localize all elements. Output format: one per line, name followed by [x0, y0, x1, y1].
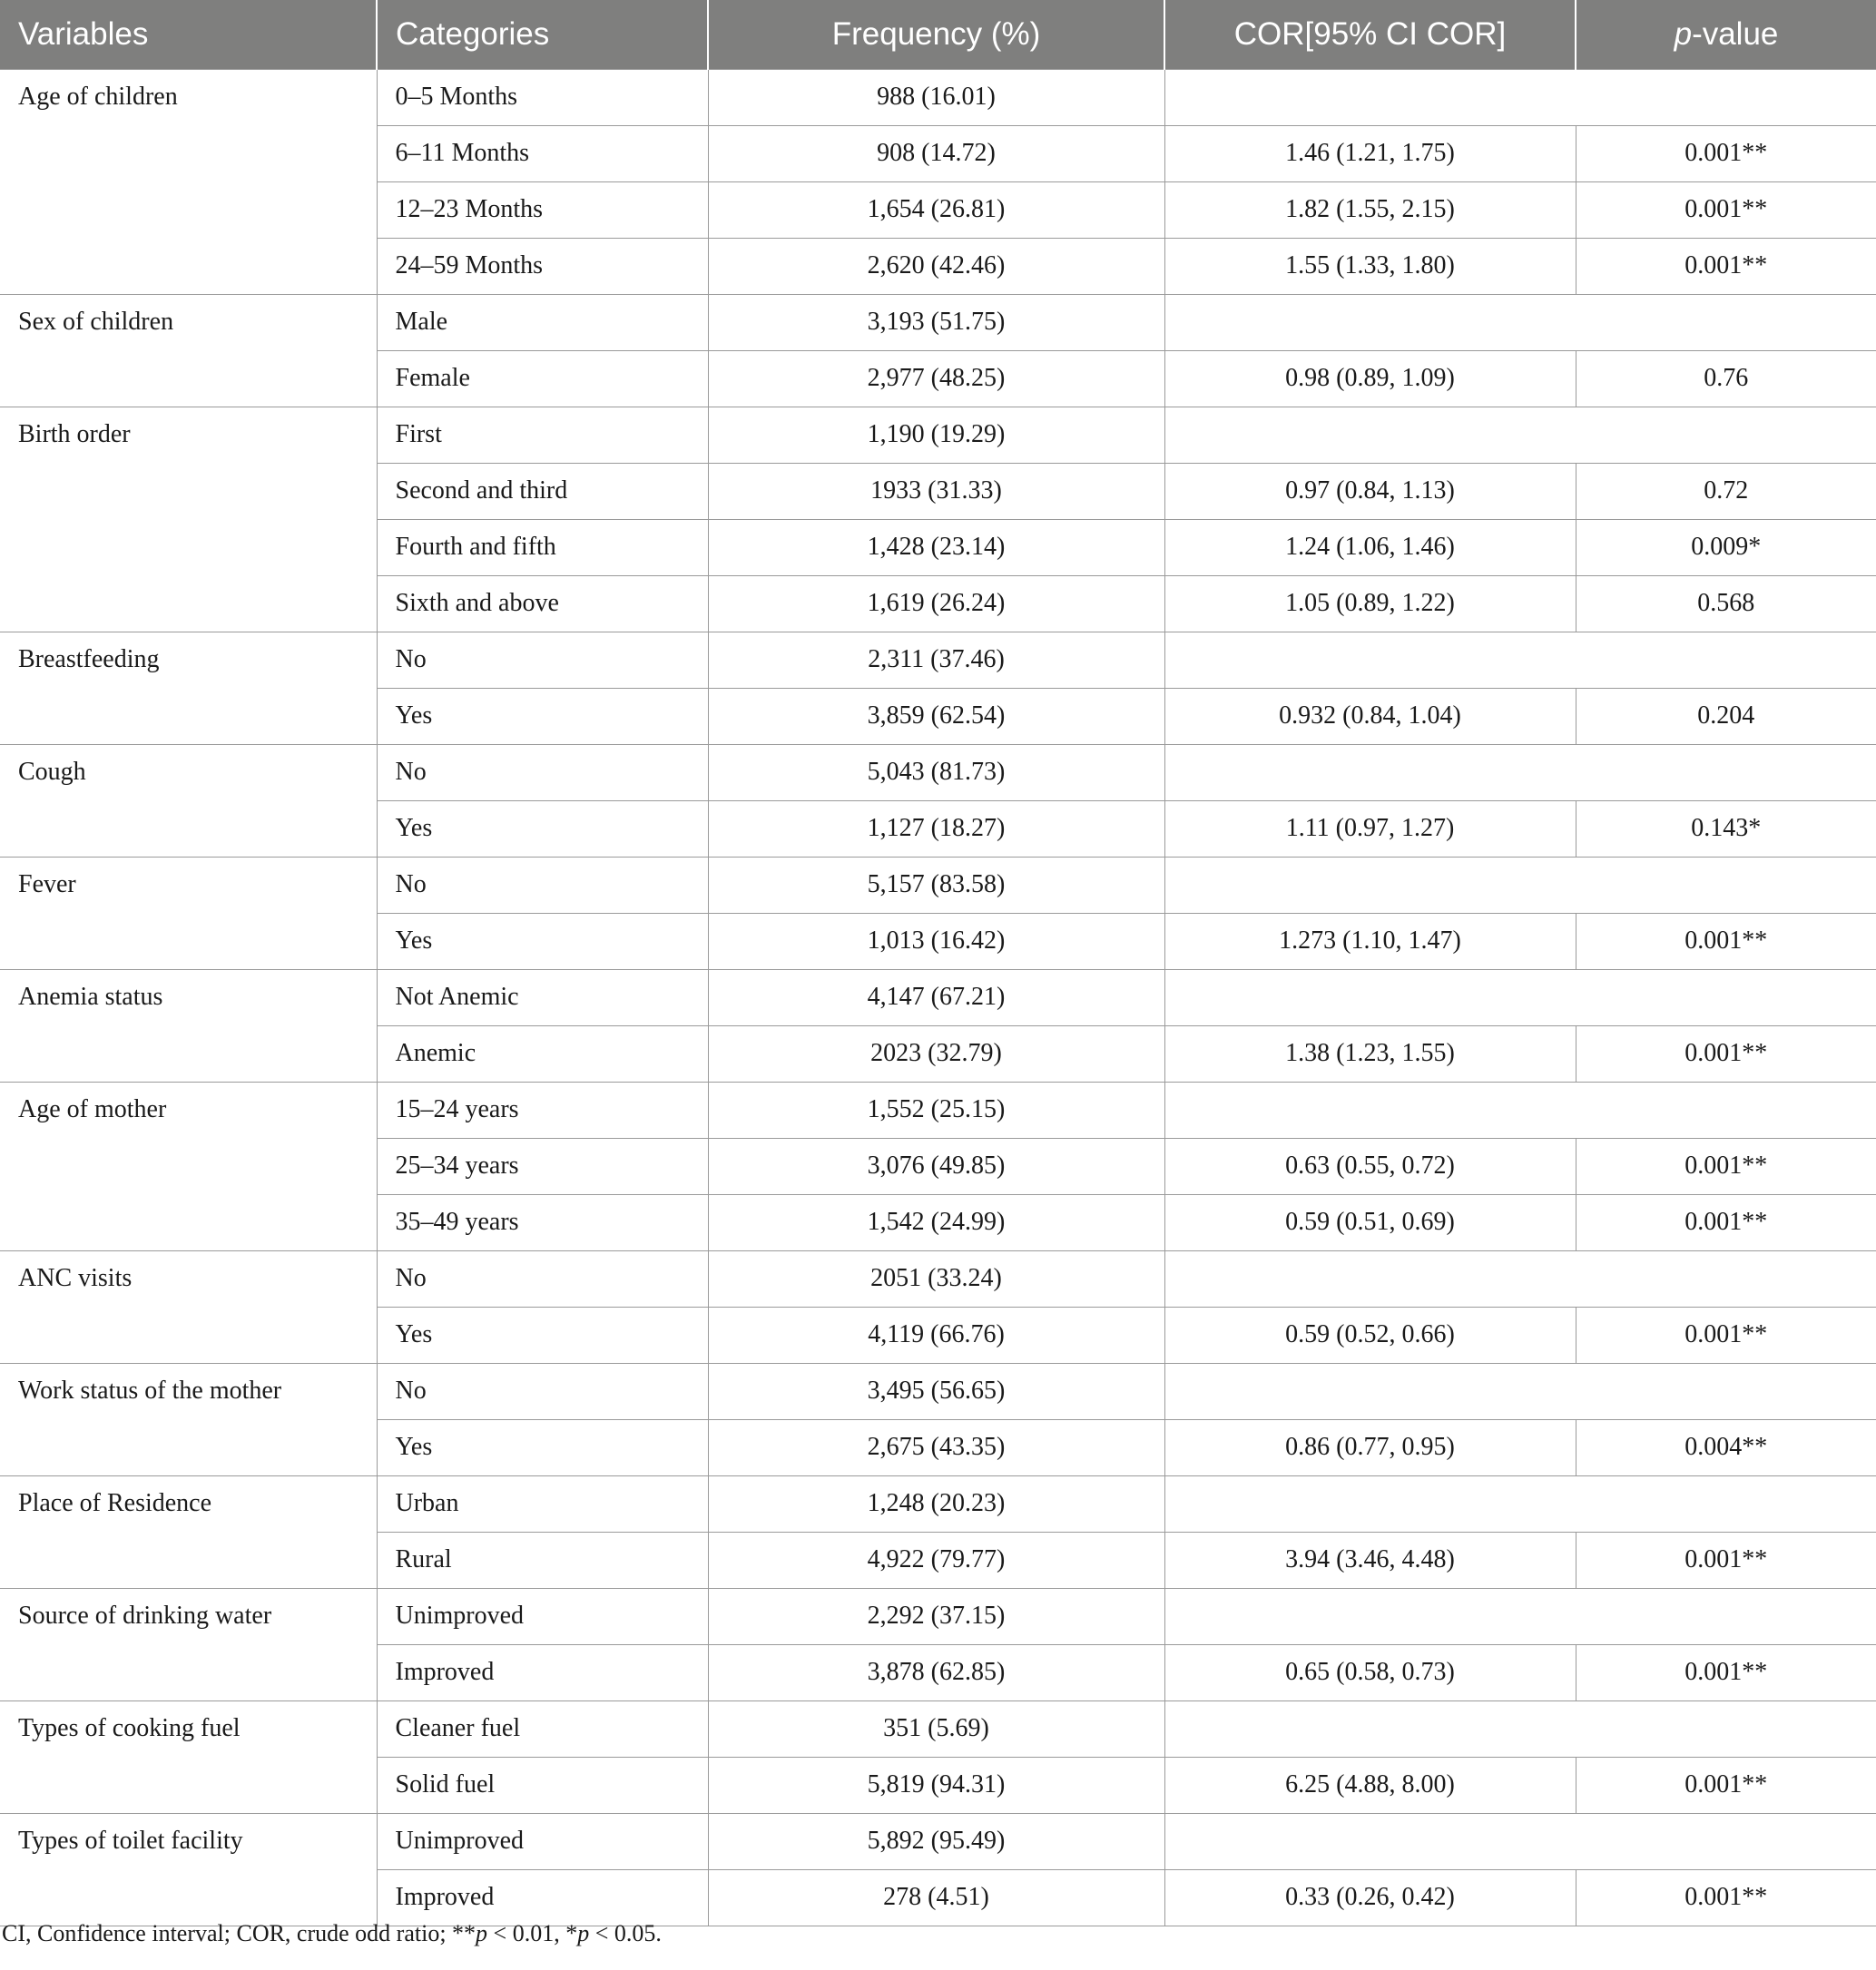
category-cell: Yes [377, 1307, 708, 1363]
p-value-cell: 0.001** [1576, 1869, 1876, 1926]
frequency-cell: 1,190 (19.29) [708, 407, 1164, 463]
variable-cell: Source of drinking water [0, 1588, 377, 1700]
cor-cell: 0.932 (0.84, 1.04) [1164, 688, 1576, 744]
frequency-cell: 5,892 (95.49) [708, 1813, 1164, 1869]
reference-blank-cell [1164, 632, 1876, 688]
table-row [0, 857, 1876, 913]
cor-cell: 0.33 (0.26, 0.42) [1164, 1869, 1576, 1926]
category-cell: No [377, 1363, 708, 1419]
p-value-cell: 0.204 [1576, 688, 1876, 744]
category-cell: Not Anemic [377, 969, 708, 1025]
category-cell: 35–49 years [377, 1194, 708, 1250]
frequency-cell: 1,654 (26.81) [708, 181, 1164, 238]
frequency-cell: 2,292 (37.15) [708, 1588, 1164, 1644]
reference-blank-cell [1164, 1588, 1876, 1644]
frequency-cell: 2,620 (42.46) [708, 238, 1164, 294]
footnote-part2: < 0.01, * [487, 1920, 578, 1946]
variable-cell: Cough [0, 744, 377, 857]
cor-cell: 0.65 (0.58, 0.73) [1164, 1644, 1576, 1700]
category-cell: 12–23 Months [377, 181, 708, 238]
frequency-cell: 1,542 (24.99) [708, 1194, 1164, 1250]
frequency-cell: 4,119 (66.76) [708, 1307, 1164, 1363]
cor-cell: 0.63 (0.55, 0.72) [1164, 1138, 1576, 1194]
cor-cell: 1.38 (1.23, 1.55) [1164, 1025, 1576, 1082]
reference-blank-cell [1164, 969, 1876, 1025]
variable-cell: Age of mother [0, 1082, 377, 1250]
category-cell: Improved [377, 1644, 708, 1700]
category-cell: Solid fuel [377, 1757, 708, 1813]
variable-cell: ANC visits [0, 1250, 377, 1363]
footnote-part3: < 0.05. [589, 1920, 662, 1946]
p-value-cell: 0.001** [1576, 1307, 1876, 1363]
table-row [0, 1475, 1876, 1532]
frequency-cell: 4,922 (79.77) [708, 1532, 1164, 1588]
p-value-cell: 0.76 [1576, 350, 1876, 407]
category-cell: Unimproved [377, 1813, 708, 1869]
footnote-p1: p [476, 1920, 488, 1946]
cor-cell: 0.86 (0.77, 0.95) [1164, 1419, 1576, 1475]
p-value-cell: 0.001** [1576, 1194, 1876, 1250]
reference-blank-cell [1164, 1363, 1876, 1419]
category-cell: Yes [377, 1419, 708, 1475]
header-p-rest: -value [1692, 15, 1779, 52]
variable-cell: Types of toilet facility [0, 1813, 377, 1926]
cor-cell: 3.94 (3.46, 4.48) [1164, 1532, 1576, 1588]
header-row [0, 0, 1876, 69]
p-value-cell: 0.001** [1576, 125, 1876, 181]
frequency-cell: 1,428 (23.14) [708, 519, 1164, 575]
frequency-cell: 1,013 (16.42) [708, 913, 1164, 969]
category-cell: 25–34 years [377, 1138, 708, 1194]
table-row [0, 69, 1876, 125]
p-value-cell: 0.009* [1576, 519, 1876, 575]
frequency-cell: 2,977 (48.25) [708, 350, 1164, 407]
frequency-cell: 908 (14.72) [708, 125, 1164, 181]
frequency-cell: 4,147 (67.21) [708, 969, 1164, 1025]
variable-cell: Sex of children [0, 294, 377, 407]
reference-blank-cell [1164, 1813, 1876, 1869]
table-row [0, 1363, 1876, 1419]
p-value-cell: 0.001** [1576, 1025, 1876, 1082]
cor-cell: 1.11 (0.97, 1.27) [1164, 800, 1576, 857]
frequency-cell: 5,043 (81.73) [708, 744, 1164, 800]
p-value-cell: 0.001** [1576, 913, 1876, 969]
category-cell: Yes [377, 800, 708, 857]
table-row [0, 1588, 1876, 1644]
cor-cell: 1.273 (1.10, 1.47) [1164, 913, 1576, 969]
p-value-cell: 0.001** [1576, 181, 1876, 238]
p-value-cell: 0.72 [1576, 463, 1876, 519]
cor-cell: 1.55 (1.33, 1.80) [1164, 238, 1576, 294]
header-variables: Variables [0, 0, 377, 69]
p-value-cell: 0.001** [1576, 1644, 1876, 1700]
reference-blank-cell [1164, 1082, 1876, 1138]
category-cell: First [377, 407, 708, 463]
category-cell: No [377, 857, 708, 913]
reference-blank-cell [1164, 1250, 1876, 1307]
category-cell: Sixth and above [377, 575, 708, 632]
p-value-cell: 0.001** [1576, 1757, 1876, 1813]
variable-cell: Fever [0, 857, 377, 969]
table-header [0, 0, 1876, 69]
table-row [0, 744, 1876, 800]
variable-cell: Types of cooking fuel [0, 1700, 377, 1813]
cor-cell: 1.46 (1.21, 1.75) [1164, 125, 1576, 181]
table-row [0, 1700, 1876, 1757]
reference-blank-cell [1164, 294, 1876, 350]
table-row [0, 1813, 1876, 1869]
category-cell: 0–5 Months [377, 69, 708, 125]
category-cell: Second and third [377, 463, 708, 519]
reference-blank-cell [1164, 69, 1876, 125]
frequency-cell: 278 (4.51) [708, 1869, 1164, 1926]
category-cell: No [377, 744, 708, 800]
category-cell: No [377, 1250, 708, 1307]
p-value-cell: 0.004** [1576, 1419, 1876, 1475]
frequency-cell: 1,619 (26.24) [708, 575, 1164, 632]
frequency-cell: 3,878 (62.85) [708, 1644, 1164, 1700]
reference-blank-cell [1164, 857, 1876, 913]
frequency-cell: 3,859 (62.54) [708, 688, 1164, 744]
p-value-cell: 0.143* [1576, 800, 1876, 857]
variable-cell: Birth order [0, 407, 377, 632]
frequency-cell: 2,675 (43.35) [708, 1419, 1164, 1475]
footnote-p2: p [577, 1920, 590, 1946]
category-cell: Yes [377, 688, 708, 744]
header-cor: COR[95% CI COR] [1164, 0, 1576, 69]
p-value-cell: 0.001** [1576, 1138, 1876, 1194]
category-cell: Urban [377, 1475, 708, 1532]
frequency-cell: 5,819 (94.31) [708, 1757, 1164, 1813]
footnote-part1: CI, Confidence interval; COR, crude odd ratio; ** [2, 1920, 476, 1946]
variable-cell: Age of children [0, 69, 377, 294]
frequency-cell: 1933 (31.33) [708, 463, 1164, 519]
p-value-cell: 0.568 [1576, 575, 1876, 632]
table-row [0, 1250, 1876, 1307]
category-cell: Fourth and fifth [377, 519, 708, 575]
cor-cell: 0.98 (0.89, 1.09) [1164, 350, 1576, 407]
reference-blank-cell [1164, 1700, 1876, 1757]
cor-cell: 1.24 (1.06, 1.46) [1164, 519, 1576, 575]
p-value-cell: 0.001** [1576, 238, 1876, 294]
frequency-cell: 2,311 (37.46) [708, 632, 1164, 688]
category-cell: Male [377, 294, 708, 350]
frequency-cell: 3,495 (56.65) [708, 1363, 1164, 1419]
cor-cell: 1.82 (1.55, 2.15) [1164, 181, 1576, 238]
header-p-italic: p [1674, 15, 1693, 52]
category-cell: Female [377, 350, 708, 407]
frequency-cell: 3,193 (51.75) [708, 294, 1164, 350]
table-row [0, 407, 1876, 463]
cor-cell: 1.05 (0.89, 1.22) [1164, 575, 1576, 632]
frequency-cell: 5,157 (83.58) [708, 857, 1164, 913]
header-frequency: Frequency (%) [708, 0, 1164, 69]
category-cell: Yes [377, 913, 708, 969]
reference-blank-cell [1164, 744, 1876, 800]
cor-cell: 0.97 (0.84, 1.13) [1164, 463, 1576, 519]
cor-cell: 0.59 (0.52, 0.66) [1164, 1307, 1576, 1363]
variable-cell: Breastfeeding [0, 632, 377, 744]
table-row [0, 294, 1876, 350]
frequency-cell: 3,076 (49.85) [708, 1138, 1164, 1194]
frequency-cell: 2023 (32.79) [708, 1025, 1164, 1082]
category-cell: Improved [377, 1869, 708, 1926]
frequency-cell: 1,127 (18.27) [708, 800, 1164, 857]
category-cell: Cleaner fuel [377, 1700, 708, 1757]
frequency-cell: 351 (5.69) [708, 1700, 1164, 1757]
reference-blank-cell [1164, 1475, 1876, 1532]
category-cell: 24–59 Months [377, 238, 708, 294]
table-row [0, 969, 1876, 1025]
p-value-cell: 0.001** [1576, 1532, 1876, 1588]
category-cell: Rural [377, 1532, 708, 1588]
frequency-cell: 1,552 (25.15) [708, 1082, 1164, 1138]
cor-cell: 6.25 (4.88, 8.00) [1164, 1757, 1576, 1813]
reference-blank-cell [1164, 407, 1876, 463]
cor-cell: 0.59 (0.51, 0.69) [1164, 1194, 1576, 1250]
table-row [0, 632, 1876, 688]
table-body [0, 69, 1876, 1926]
frequency-cell: 2051 (33.24) [708, 1250, 1164, 1307]
variable-cell: Anemia status [0, 969, 377, 1082]
table-footnote [0, 1920, 662, 1947]
category-cell: Anemic [377, 1025, 708, 1082]
category-cell: Unimproved [377, 1588, 708, 1644]
frequency-cell: 1,248 (20.23) [708, 1475, 1164, 1532]
header-categories: Categories [377, 0, 708, 69]
table-row [0, 1082, 1876, 1138]
category-cell: No [377, 632, 708, 688]
category-cell: 15–24 years [377, 1082, 708, 1138]
variable-cell: Work status of the mother [0, 1363, 377, 1475]
variable-cell: Place of Residence [0, 1475, 377, 1588]
category-cell: 6–11 Months [377, 125, 708, 181]
frequency-cell: 988 (16.01) [708, 69, 1164, 125]
header-p-value [1576, 0, 1876, 69]
